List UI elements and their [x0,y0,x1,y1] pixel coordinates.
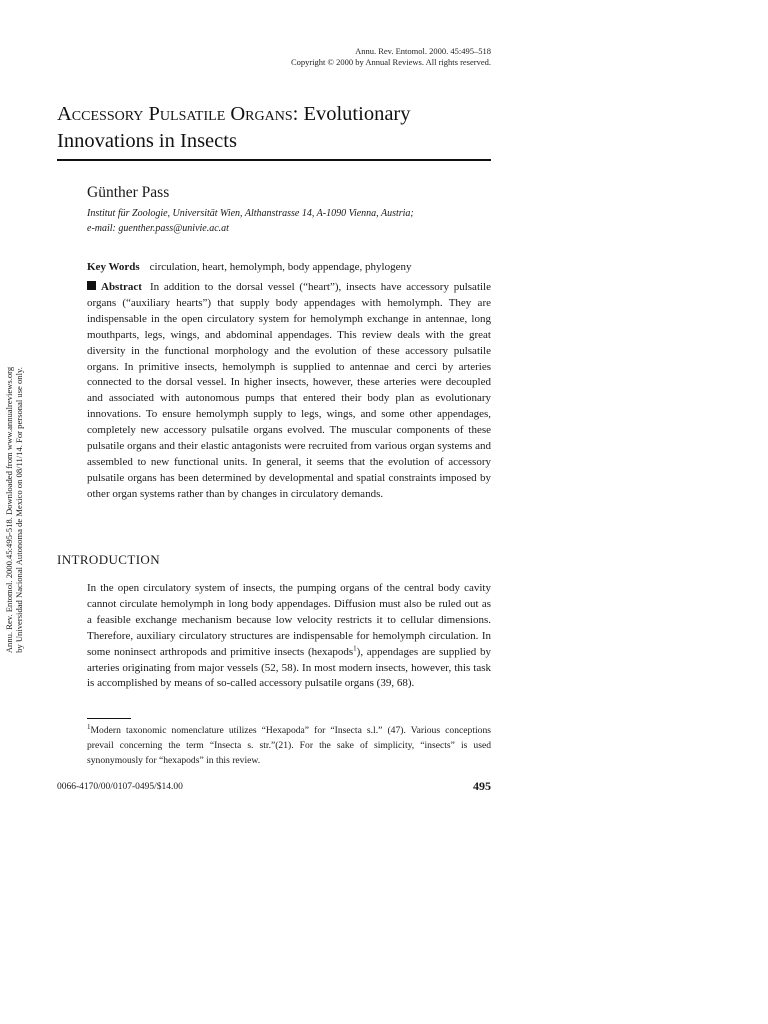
article-title-rest: : Evolutionary [292,103,411,125]
article-title [57,101,493,155]
author-affiliation: Institut für Zoologie, Universität Wien, Althanstrasse 14, A-1090 Vienna, Austria; [87,208,414,219]
keywords [87,260,491,274]
title-rule [57,159,491,161]
article-code: 0066-4170/00/0107-0495/$14.00 [57,782,183,792]
journal-citation: Annu. Rev. Entomol. 2000. 45:495–518 [355,46,491,56]
keywords-text: circulation, heart, hemolymph, body appendage, phylogeny [149,261,412,273]
square-bullet-icon [87,281,96,290]
download-notice-line-1: Annu. Rev. Entomol. 2000.45:495-518. Downloaded from www.annualreviews.org [4,366,14,654]
introduction-paragraph [87,581,491,692]
author-email: e-mail: guenther.pass@univie.ac.at [87,223,229,234]
keywords-label: Key Words [87,261,140,273]
author-name: Günther Pass [87,184,170,201]
page-number: 495 [473,779,491,793]
introduction-text-part-1: In the open circulatory system of insects, the pumping organs of the central body cavity cannot circulate hemolymph in long body appendages. Diffusion must also be ruled out as a feasible exchange mechanism because low velocity restricts it to cellular dimensions. Therefore, auxiliary circulatory structures are indispensable for hemolymph circulation. In some noninsect arthropods and primitive insects (hexapods [87,582,491,658]
running-header [250,46,491,68]
download-notice-line-2: by Universidad Nacional Autonoma de Mexico on 08/11/14. For personal use only. [14,367,24,653]
introduction-text-part-2: ), appendages are supplied by arteries originating from major vessels (52, 58). In most modern insects, however, this task is accomplished by means of so-called accessory pulsatile organs (39, 68). [87,645,491,690]
footnote-reference: 1 [353,643,357,652]
article-title-smallcaps: Accessory Pulsatile Organs [57,103,293,125]
footnote-text: Modern taxonomic nomenclature utilizes “Hexapoda” for “Insecta s.l.” (47). Various conceptions prevail concerning the term “Insecta s. str.”(21). For the sake of simplicity, “insects” is used synonymously for “hexapods” in this review. [87,725,491,766]
footnote-marker: 1 [87,722,91,731]
abstract [87,280,491,503]
footnote-rule [87,718,131,719]
copyright-notice: Copyright © 2000 by Annual Reviews. All rights reserved. [290,57,491,67]
article-title-line-2: Innovations in Insects [57,130,237,152]
footnote [87,723,491,768]
section-heading-introduction: INTRODUCTION [57,552,161,567]
abstract-label: Abstract [101,281,142,293]
author-affiliation-block [87,206,491,236]
abstract-text: In addition to the dorsal vessel (“heart”), insects have accessory pulsatile organs (“auxiliary hearts”) that supply body appendages with hemolymph. They are indispensable in the open circulatory system for hemolymph exchange in antennae, long mouthparts, legs, wings, and abdominal appendages. This review deals with the great diversity in the functional morphology and the evolution of these accessory pulsatile organs. In primitive insects, hemolymph is supplied to antennae and cerci by arteries connected to the dorsal vessel. In higher insects, however, these arteries were decoupled and associated with autonomous pumps that entered their body plan as evolutionary innovations. To ensure hemolymph supply to legs, wings, and some other appendages, completely new accessory pulsatile organs evolved. The muscular components of these pulsatile organs and their elastic antagonists were recruited from various organ systems and assembled to new functional units. In general, it seems that the evolution of accessory pulsatile organs has been determined by developmental and spatial constraints imposed by other organ systems rather than by changes in circulatory demands. [87,281,491,500]
download-notice [4,337,24,683]
